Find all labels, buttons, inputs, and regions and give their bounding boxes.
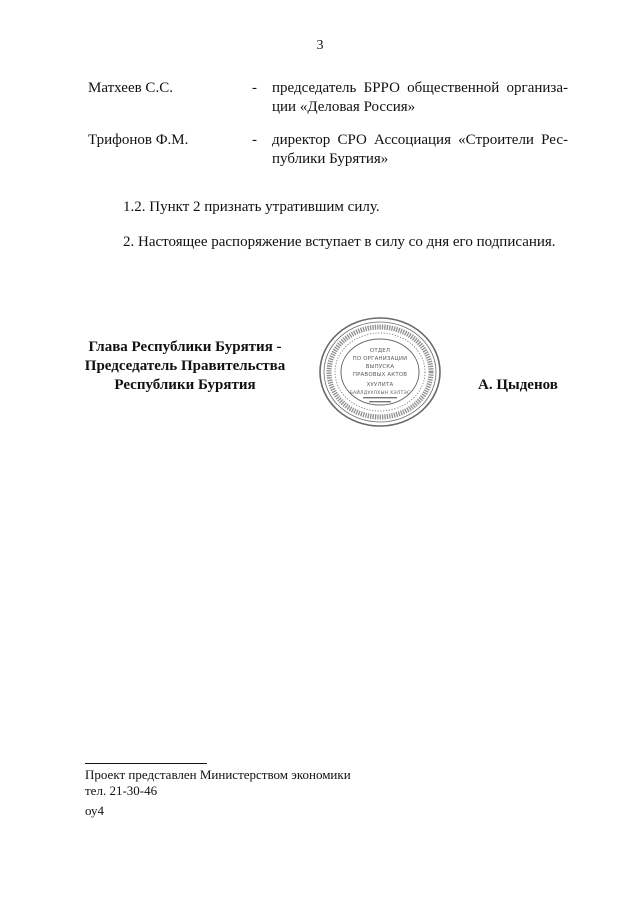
signatory-title-line: Глава Республики Бурятия - — [88, 339, 282, 355]
signatory-title-line: Республики Бурятия — [114, 377, 256, 393]
footnote-project-by: Проект представлен Министерством экономики — [85, 767, 351, 782]
signatory-title-line: Председатель Правительства — [84, 358, 286, 374]
member-dash: - — [252, 80, 257, 96]
seal-line: ХУУЛИТА — [366, 382, 394, 388]
seal-line: ПРАВОВЫХ АКТОВ — [352, 372, 408, 378]
member-name: Трифонов Ф.М. — [88, 132, 189, 148]
member-name: Матхеев С.С. — [88, 80, 173, 96]
official-seal-stamp — [317, 315, 443, 429]
paragraph-2: 2. Настоящее распоряжение вступает в силу со дня его подписания. — [123, 234, 556, 250]
member-role — [272, 131, 568, 169]
signatory-title — [76, 338, 294, 395]
page-number: 3 — [316, 38, 324, 53]
member-role-line1: председатель БРРО общественной организа- — [272, 80, 568, 96]
footnote-divider — [85, 763, 207, 764]
member-role — [272, 79, 568, 117]
seal-line: ОТДЕЛ — [369, 348, 391, 354]
paragraph-1-2: 1.2. Пункт 2 признать утратившим силу. — [123, 199, 380, 215]
seal-line: БАЙЛДУУЛХЫН ХЭЛТЭС — [349, 391, 411, 396]
seal-line: ВЫПУСКА — [365, 364, 395, 370]
footnote-phone: тел. 21-30-46 — [85, 783, 158, 798]
member-role-line1: директор СРО Ассоциация «Строители Рес- — [272, 132, 568, 148]
member-role-line2: ции «Деловая Россия» — [272, 99, 416, 115]
footnote-code: оу4 — [85, 803, 105, 818]
seal-line: ПО ОРГАНИЗАЦИИ — [352, 356, 408, 362]
member-role-line2: публики Бурятия» — [272, 151, 389, 167]
signatory-name: А. Цыденов — [478, 377, 558, 393]
member-dash: - — [252, 132, 257, 148]
